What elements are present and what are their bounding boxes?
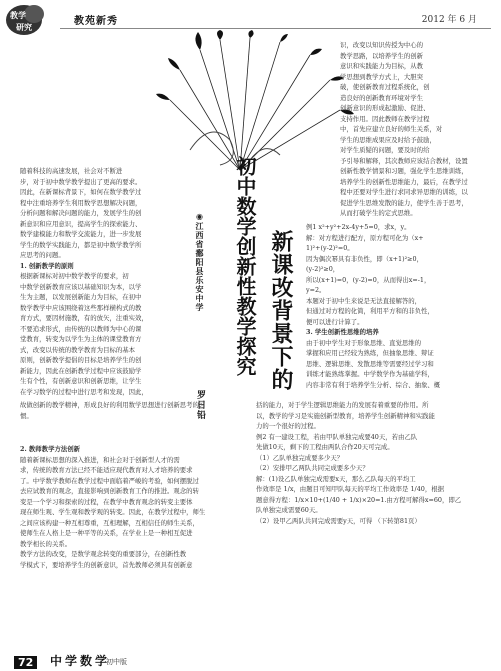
author-name: 罗日铅 bbox=[195, 390, 205, 420]
right-top-paragraphs bbox=[340, 40, 490, 219]
left-bottom-line: 现在师生观、学生观和教学观的转变。因此，在教学过程中，师生 bbox=[20, 508, 206, 516]
right-bottom-line: 力的一个很好的过程。 bbox=[256, 422, 320, 430]
right-top-line: 对学生质疑的问题，要及时的给 bbox=[340, 146, 430, 154]
column-name: 教苑新秀 bbox=[74, 16, 118, 27]
left-col-line: 育方式，要因材施教，有的放矢，注重实效， bbox=[20, 314, 148, 322]
left-col-line: 应思考的问题。 bbox=[20, 251, 65, 259]
right-mid-line: (y-2)²≥0， bbox=[306, 265, 340, 273]
left-bottom-line: 变是一个学习和探索的过程，在教学中教育观念的转变主要体 bbox=[20, 497, 193, 506]
left-bottom-line: 教学相长的关系。 bbox=[20, 539, 72, 548]
left-bottom-line: 之间应该构建一种互相尊重，互相理解，互相信任的师生关系， bbox=[20, 518, 199, 527]
left-col-line: 在学习数学的过程中进行思考和发现，因此， bbox=[20, 387, 148, 396]
magazine-edition: 初中版 bbox=[106, 658, 127, 666]
left-col-line: 根据新课标对初中数学教学的要求，初 bbox=[20, 272, 129, 280]
left-bottom-line: 教学方法的改变，是数学观念转变的重要部分，在创新性教 bbox=[20, 550, 187, 558]
left-col-line: 学生的数学实践能力，都是初中数学教学所 bbox=[20, 240, 142, 249]
right-mid-line: y=2。 bbox=[306, 286, 326, 294]
right-top-line: 破，使创新教育过程系统化，创 bbox=[340, 83, 430, 91]
right-top-line: 创新意识的形成起激励、促进、 bbox=[340, 104, 430, 112]
right-top-line: 促进学生思维发散的能力，使学生善于思考， bbox=[340, 198, 468, 207]
right-top-line: 识，改变以知识传授为中心的 bbox=[340, 41, 424, 49]
left-bottom-line: 去应试教育的观念，直接影响到创新教育工作的推进。观念的转 bbox=[20, 487, 199, 495]
left-col-line: 分析问题和解决问题的能力，发展学生的创 bbox=[20, 209, 142, 217]
left-bottom-line: 使师生在人格上是一种平等的关系，在学业上是一种相互促进 bbox=[20, 529, 193, 537]
right-mid-line: 但通过对方程的化简，利用平方和的非负性， bbox=[306, 307, 434, 315]
issue-date: 2012 年 6 月 bbox=[421, 15, 477, 25]
left-col-line: 1. 创新教学的原则 bbox=[20, 261, 74, 270]
right-bottom-line: （1）乙队单独完成要多少天？ bbox=[256, 453, 344, 462]
right-mid-line: 掌握和应用已经较为熟练，但抽象思维、辩证 bbox=[306, 349, 434, 357]
column-logo-icon bbox=[4, 2, 48, 38]
left-bottom-line: 随着新课标思想的深入推进，和社会对于创新型人才的需 bbox=[20, 455, 180, 464]
right-top-line: 学生的思维成果应及时给予鼓励， bbox=[340, 135, 436, 144]
full-width-line: 惯。 bbox=[20, 411, 33, 420]
left-col-line: 新能力，因此在创新教学过程中应该鼓励学 bbox=[20, 366, 142, 375]
right-top-line: 创新性教学情景和习题，强化学生思维训练， bbox=[340, 167, 468, 175]
right-mid-line: 内容非常有利于培养学生分析、综合、抽象、概 bbox=[306, 380, 441, 389]
left-col-line: 生为主题，以发展创新能力为目标，在初中 bbox=[20, 293, 142, 301]
right-mid-line: 解：对方程进行配方，原方程可化为（x+ bbox=[306, 233, 424, 242]
right-top-line: 培养学生的创新性思维能力，最后，在教学过 bbox=[340, 177, 468, 186]
right-top-line: 中，首先应建立良好的师生关系，对 bbox=[340, 125, 443, 133]
right-mid-line: 例1 x²+y²+2x-4y+5=0，求x，y。 bbox=[306, 223, 411, 231]
right-mid-line: 所以(x+1)=0，(y-2)=0，从而得出x=-1， bbox=[306, 275, 431, 284]
svg-text:研究: 研究 bbox=[16, 23, 32, 32]
left-bottom-line: 2. 教师教学方法创新 bbox=[20, 445, 81, 453]
right-top-line: 予引导和解释，其次教师应该结合教材，设置 bbox=[340, 156, 468, 165]
right-mid-line: 训练才能熟练掌握。中学数学作为基础学科， bbox=[306, 370, 434, 378]
left-bottom-line: 学模式下，要培养学生的创新意识，首先教师必须具有创新意 bbox=[20, 560, 193, 569]
left-col-line: 堂教育，转变为以学生为主体的课堂教育方 bbox=[20, 335, 142, 343]
right-mid-line: 3. 学生创新性思维的培养 bbox=[306, 328, 379, 336]
right-bottom-line: 括的能力，对于学生逻辑思维能力的发展有着重要的作用。所 bbox=[256, 401, 429, 409]
left-bottom-line: 求，传统的教育方法已经不能适应现代教育对人才培养的要求 bbox=[20, 466, 193, 474]
right-bottom-line: 解：(1)设乙队单独完成需要x天，那么乙队每天的平均工 bbox=[256, 474, 416, 483]
left-col-line: 式，改变以传统的教学教育为目标的基本 bbox=[20, 345, 136, 354]
left-col-line: 步，对于初中数学教学提出了更高的要求。 bbox=[20, 177, 142, 186]
left-col-line: 随着科技的高速发展，社会对不断进 bbox=[20, 167, 123, 175]
right-mid-line: 思维、逻辑思维、发散思维等需要经过学习和 bbox=[306, 359, 434, 368]
right-bottom-line: （2）设甲乙两队共同完成需要y天，可得 （下转第81页） bbox=[256, 516, 421, 525]
right-bottom-line: 先做10天，剩下的工程由两队合作20天可完成。 bbox=[256, 443, 394, 451]
right-mid-line: 因为偶次幂具有非负性，即（x+1)²≥0， bbox=[306, 254, 423, 263]
right-top-line: 意识和实践能力为目标，从教 bbox=[340, 62, 424, 70]
right-top-line: 造良好的创新教育环境对学生 bbox=[340, 93, 424, 102]
full-width-line: 故做创新的教学精神，形成良好的利用数学思想进行创新思考的习 bbox=[20, 401, 206, 409]
magazine-name: 中学数学 bbox=[50, 654, 111, 668]
left-bottom-column bbox=[20, 444, 255, 570]
right-bottom-line: 作效率是 1/x，由题目可知甲队每天的平均工作效率是 1/40，根据 bbox=[256, 485, 445, 493]
right-top-line: 支持作用。因此教师在教学过程 bbox=[340, 114, 430, 123]
right-top-line: 教学思路，以培养学生的创新 bbox=[340, 51, 424, 60]
right-top-column bbox=[340, 40, 490, 219]
article-title-sub: 初中数学创新性教学探究 bbox=[233, 156, 257, 376]
right-bottom-column bbox=[256, 400, 492, 526]
article-title-main: 新课改背景下的 bbox=[268, 230, 293, 391]
right-bottom-line: 题意得方程：1/x×10+(1/40 + 1/x)×20=1.由方程可解得x=60，即乙 bbox=[256, 495, 462, 504]
left-col-line: 不要追求形式，由传统的以教师为中心的课 bbox=[20, 324, 142, 333]
right-top-line: 学思想到教学方式上，大胆突 bbox=[340, 72, 424, 81]
page-number: 72 bbox=[14, 656, 37, 669]
right-mid-line: 便可以进行计算了。 bbox=[306, 317, 364, 326]
right-bottom-line: 例2 有一建设工程，若由甲队单独完成要40天，若由乙队 bbox=[256, 432, 418, 441]
author-org: ◉江西省鄱阳县乐安中学 bbox=[195, 212, 204, 312]
left-col-line: 新意识和应用意识，提高学生的探索能力、 bbox=[20, 219, 142, 228]
left-col-line: 生有个性，有创新意识和创新思维，让学生 bbox=[20, 377, 142, 385]
right-mid-line: 由于初中学生对于形象思维、直觉思维的 bbox=[306, 338, 422, 347]
right-bottom-line: （2）安排甲乙两队共同完成要多少天？ bbox=[256, 464, 369, 472]
svg-text:教学: 教学 bbox=[10, 11, 26, 20]
right-mid-line: 本题对于初中生来说是无法直接解答的， bbox=[306, 296, 422, 305]
right-middle-column bbox=[306, 222, 492, 390]
left-col-line: 中数学创新教育应该以基础知识为本，以学 bbox=[20, 282, 142, 291]
full-width-line bbox=[20, 400, 255, 421]
left-col-line: 原则，创新教学提倡的目标是培养学生的创 bbox=[20, 356, 142, 364]
right-mid-line: 1)²+(y-2)²=0。 bbox=[306, 244, 354, 252]
page-header bbox=[0, 0, 501, 32]
right-top-line: 从而打破学生的定式思维。 bbox=[340, 209, 417, 217]
left-column bbox=[20, 166, 180, 397]
page-footer bbox=[0, 655, 501, 671]
header-divider bbox=[60, 28, 491, 29]
left-col-line: 程中注重培养学生利用数学思想解决问题， bbox=[20, 198, 142, 207]
left-col-line: 数学建模能力和数学交流能力，进一步发展 bbox=[20, 230, 142, 238]
right-top-line: 程中还要对学生进行求同求异思维的训练，以 bbox=[340, 188, 468, 196]
left-bottom-line: 了。中学数学教师在教学过程中面临着严峻的考验，如何摆脱过 bbox=[20, 476, 199, 485]
right-bottom-line: 队单独完成需要60天。 bbox=[256, 506, 322, 514]
right-bottom-line: 以，教学的学习是实施创新型教育，培养学生创新精神和实践能 bbox=[256, 411, 435, 420]
left-col-line: 因此，在新课标背景下，如何在数学教学过 bbox=[20, 188, 142, 196]
left-col-line: 数学教学中应该围绕着这些那样横构式的教 bbox=[20, 303, 142, 312]
